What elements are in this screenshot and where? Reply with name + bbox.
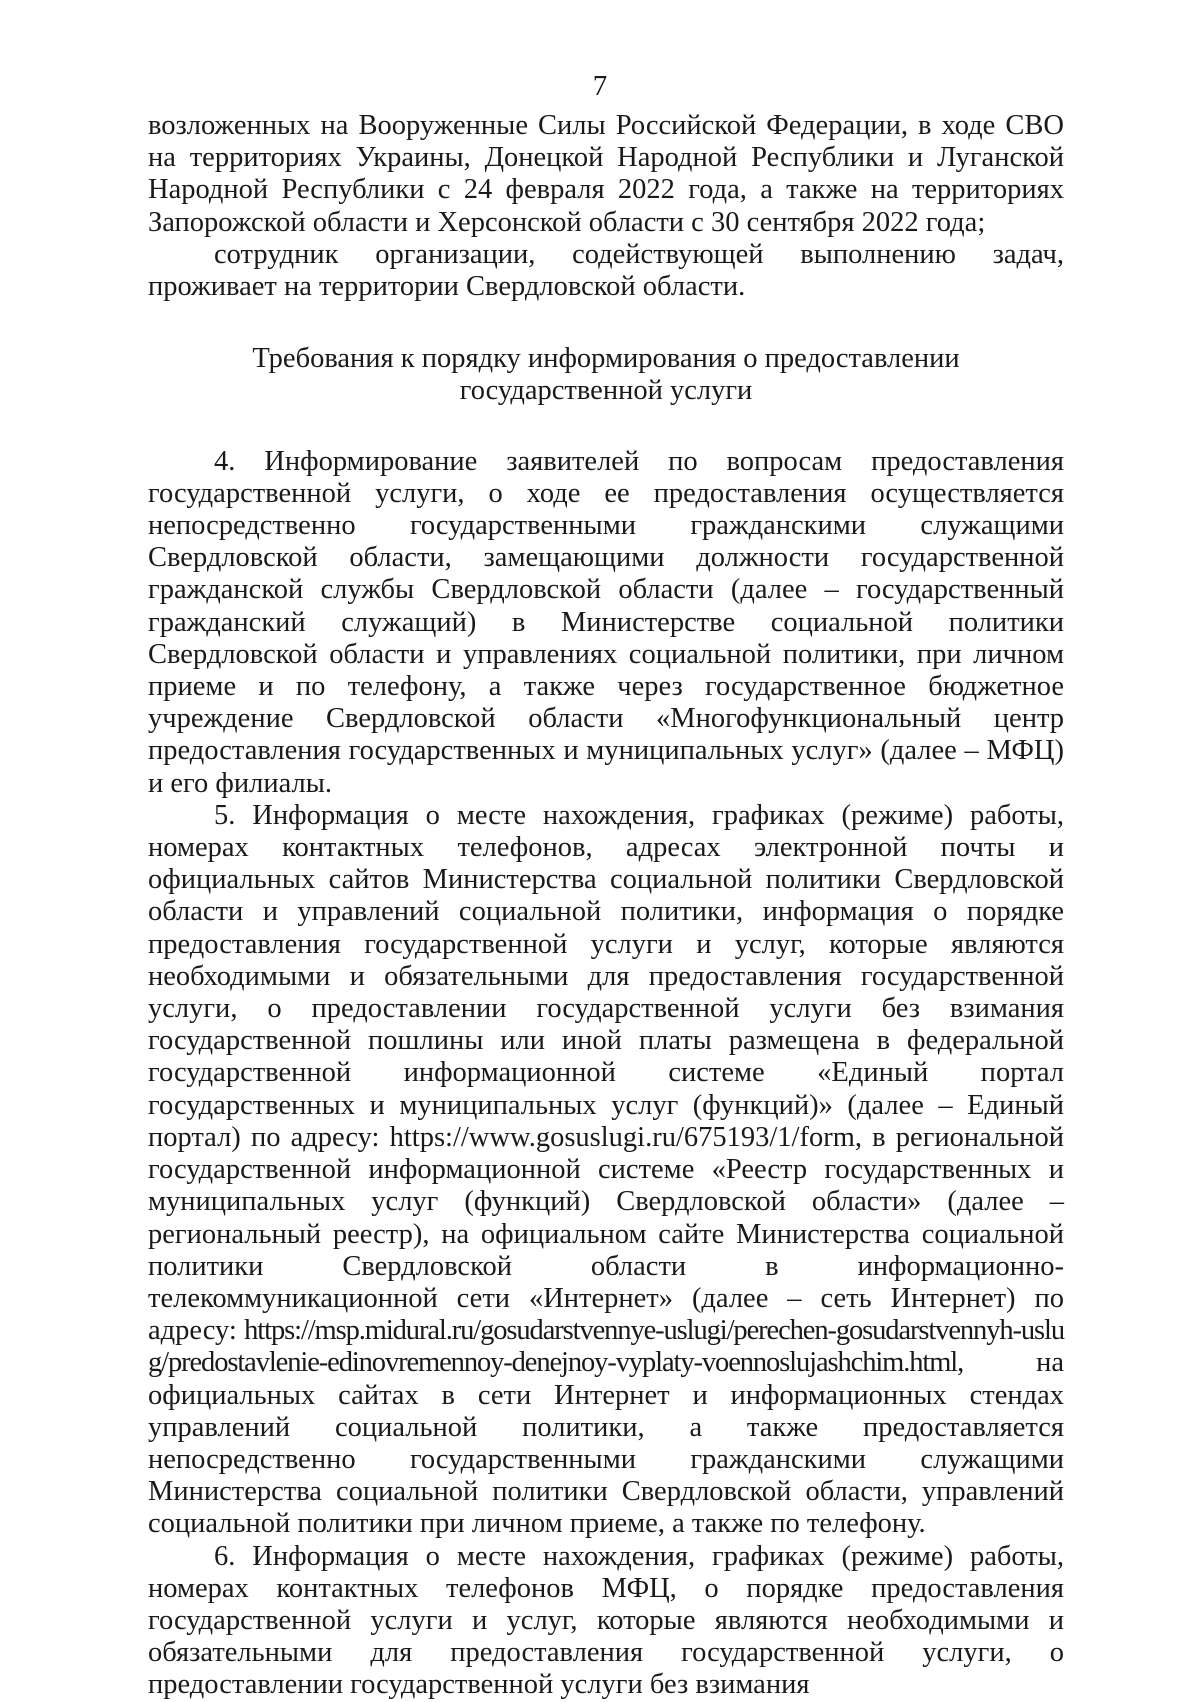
paragraph-5	[148, 800, 1064, 1541]
employee-paragraph: сотрудник организации, содействующей выполнению задач, проживает на территории Свердловской области.	[148, 238, 1064, 303]
paragraph-6: 6. Информация о месте нахождения, графиках (режиме) работы, номерах контактных телефонов МФЦ, о порядке предоставления государственной услуги и услуг, которые являются необходимыми и обязательными для предоставления государственной услуги, о предоставлении государственной услуги без взимания	[148, 1540, 1064, 1701]
paragraph-5-text-2: в региональной государственной информационной системе «Реестр государственных и муниципальных услуг (функций) Свердловской области» (далее – региональный реестр), на официальном сайте Министерства социальной политики Свердловской области в информационно-телекоммуникационной сети «Интернет» (далее – сеть Интернет) по адресу:	[148, 1121, 1065, 1347]
page-number: 7	[592, 70, 608, 102]
document-body	[148, 110, 1064, 1702]
paragraph-4: 4. Информирование заявителей по вопросам предоставления государственной услуги, о ходе ее предоставления осуществляется непосредственно государственными гражданскими служащими Свердловской области, замещающими должности государственной гражданской службы Свердловской области (далее – государственный гражданский служащий) в Министерстве социальной политики Свердловской области и управлениях социальной политики, при личном приеме и по телефону, а также через государственное бюджетное учреждение Свердловской области «Многофункциональный центр предоставления государственных и муниципальных услуг» (далее – МФЦ) и его филиалы.	[148, 445, 1064, 799]
section-heading-line-2: государственной услуги	[459, 375, 753, 407]
section-heading	[148, 343, 1064, 407]
msp-midural-link[interactable]: https://msp.midural.ru/gosudarstvennye-uslugi/perechen-gosudarstvennyh-uslug/predostavlenie-edinovremennoy-denejnoy-vyplaty-voennoslujashchim.html,	[148, 1315, 1064, 1379]
paragraph-5-text-3: на официальных сайтах в сети Интернет и информационных стендах управлений социальной политики, а также предоставляется непосредственно государственными гражданскими служащими Министерства социальной политики Свердловской области, управлений социальной политики при личном приеме, а также по телефону.	[148, 1347, 1064, 1540]
gosuslugi-link[interactable]: https://www.gosuslugi.ru/675193/1/form,	[389, 1121, 862, 1153]
continuation-paragraph: возложенных на Вооруженные Силы Российской Федерации, в ходе СВО на территориях Украины, Донецкой Народной Республики и Луганской Народной Республики с 24 февраля 2022 года, а также на территориях Запорожской области и Херсонской области с 30 сентября 2022 года;	[148, 110, 1064, 238]
paragraph-5-text-1: 5. Информация о месте нахождения, графиках (режиме) работы, номерах контактных телефонов, адресах электронной почты и официальных сайтов Министерства социальной политики Свердловской области и управлений социальной политики, информация о порядке предоставления государственной услуги и услуг, которые являются необходимыми и обязательными для предоставления государственной услуги, о предоставлении государственной услуги без взимания государственной пошлины или иной платы размещена в федеральной государственной информационной системе «Единый портал государственных и муниципальных услуг (функций)» (далее – Единый портал) по адресу:	[148, 799, 1064, 1153]
section-heading-line-1: Требования к порядку информирования о предоставлении	[252, 343, 960, 375]
